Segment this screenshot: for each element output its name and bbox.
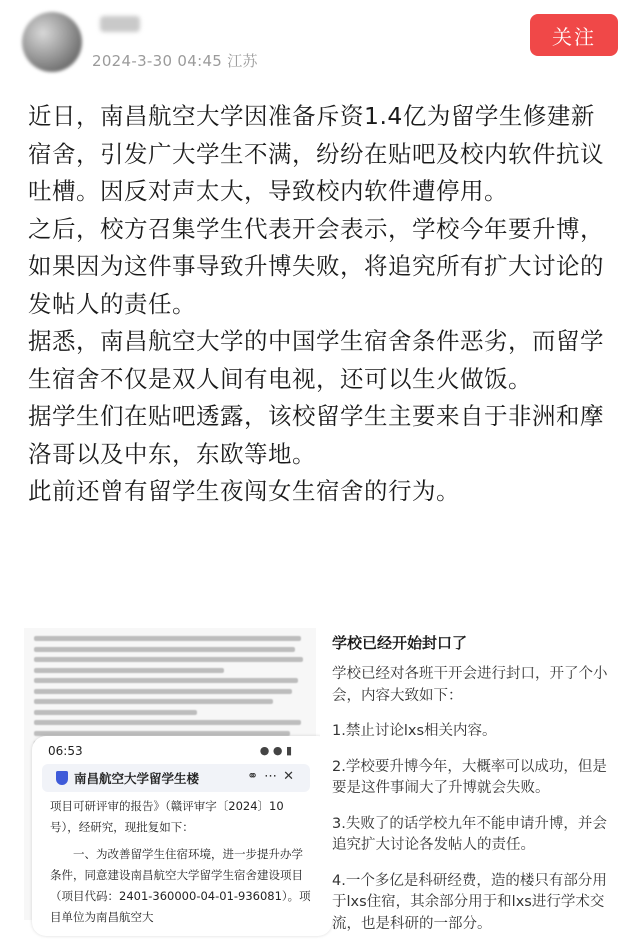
phone-time: 06:53 bbox=[48, 744, 83, 758]
phone-screenshot bbox=[32, 736, 332, 936]
list-item: 2.学校要升博今年，大概率可以成功，但是要是这件事闹大了升博就会失败。 bbox=[332, 758, 607, 796]
post-header bbox=[0, 0, 640, 86]
right-image-title: 学校已经开始封口了 bbox=[332, 634, 468, 652]
paragraph: 之后，校方召集学生代表开会表示，学校今年要升博，如果因为这件事导致升博失败，将追究所有扩大讨论的发帖人的责任。 bbox=[28, 214, 604, 318]
follow-button[interactable]: 关注 bbox=[530, 14, 618, 56]
paragraph: 据悉，南昌航空大学的中国学生宿舍条件恶劣，而留学生宿舍不仅是双人间有电视，还可以生火做饭。 bbox=[28, 327, 604, 393]
list-item: 3.失败了的话学校九年不能申请升博，并会追究扩大讨论各发帖人的责任。 bbox=[332, 815, 607, 853]
list-item: 学校已经对各班干开会进行封口，开了个小会，内容大致如下： bbox=[332, 666, 608, 704]
list-item: 4.一个多亿是科研经费，造的楼只有部分用于lxs住宿，其余部分用于和lxs进行学术交流，也是科研的一部分。 bbox=[332, 872, 607, 932]
phone-status-icons: ● ● ▮ bbox=[259, 744, 292, 757]
app-title: 南昌航空大学留学生楼 bbox=[74, 771, 200, 786]
app-bar-icons bbox=[247, 769, 300, 784]
post-body bbox=[28, 98, 618, 511]
document-line: 一、为改善留学生住宿环境，进一步提升办学条件，同意建设南昌航空大学留学生宿舍建设项目（项目代码：2401-360000-04-01-936081）。项目单位为南昌航空大 bbox=[50, 847, 311, 924]
more-icon: ⋯ bbox=[264, 769, 284, 784]
blurred-text-block bbox=[34, 636, 306, 752]
post-meta: 2024-3-30 04:45 江苏 bbox=[92, 52, 258, 70]
paragraph: 近日，南昌航空大学因准备斥资1.4亿为留学生修建新宿舍，引发广大学生不满，纷纷在贴吧及校内软件抗议吐槽。因反对声太大，导致校内软件遭停用。 bbox=[28, 102, 604, 205]
username-blurred[interactable] bbox=[100, 16, 140, 32]
list-item: 1.禁止讨论lxs相关内容。 bbox=[332, 723, 497, 739]
avatar[interactable] bbox=[22, 12, 82, 72]
paragraph: 据学生们在贴吧透露，该校留学生主要来自于非洲和摩洛哥以及中东，东欧等地。 bbox=[28, 402, 604, 468]
right-image-text bbox=[332, 664, 616, 949]
shield-icon bbox=[56, 771, 68, 785]
attached-image-right[interactable] bbox=[320, 628, 618, 932]
document-line: 项目可研评审的报告》（赣评审字〔2024〕10号），经研究，现批复如下： bbox=[50, 799, 284, 834]
phone-document-text bbox=[50, 796, 312, 928]
attached-image-left[interactable] bbox=[24, 628, 316, 924]
app-title-bar bbox=[42, 764, 310, 792]
paragraph: 此前还曾有留学生夜闯女生宿舍的行为。 bbox=[28, 477, 460, 505]
close-icon: ✕ bbox=[283, 769, 300, 784]
headphones-icon: ⚭ bbox=[247, 769, 265, 784]
